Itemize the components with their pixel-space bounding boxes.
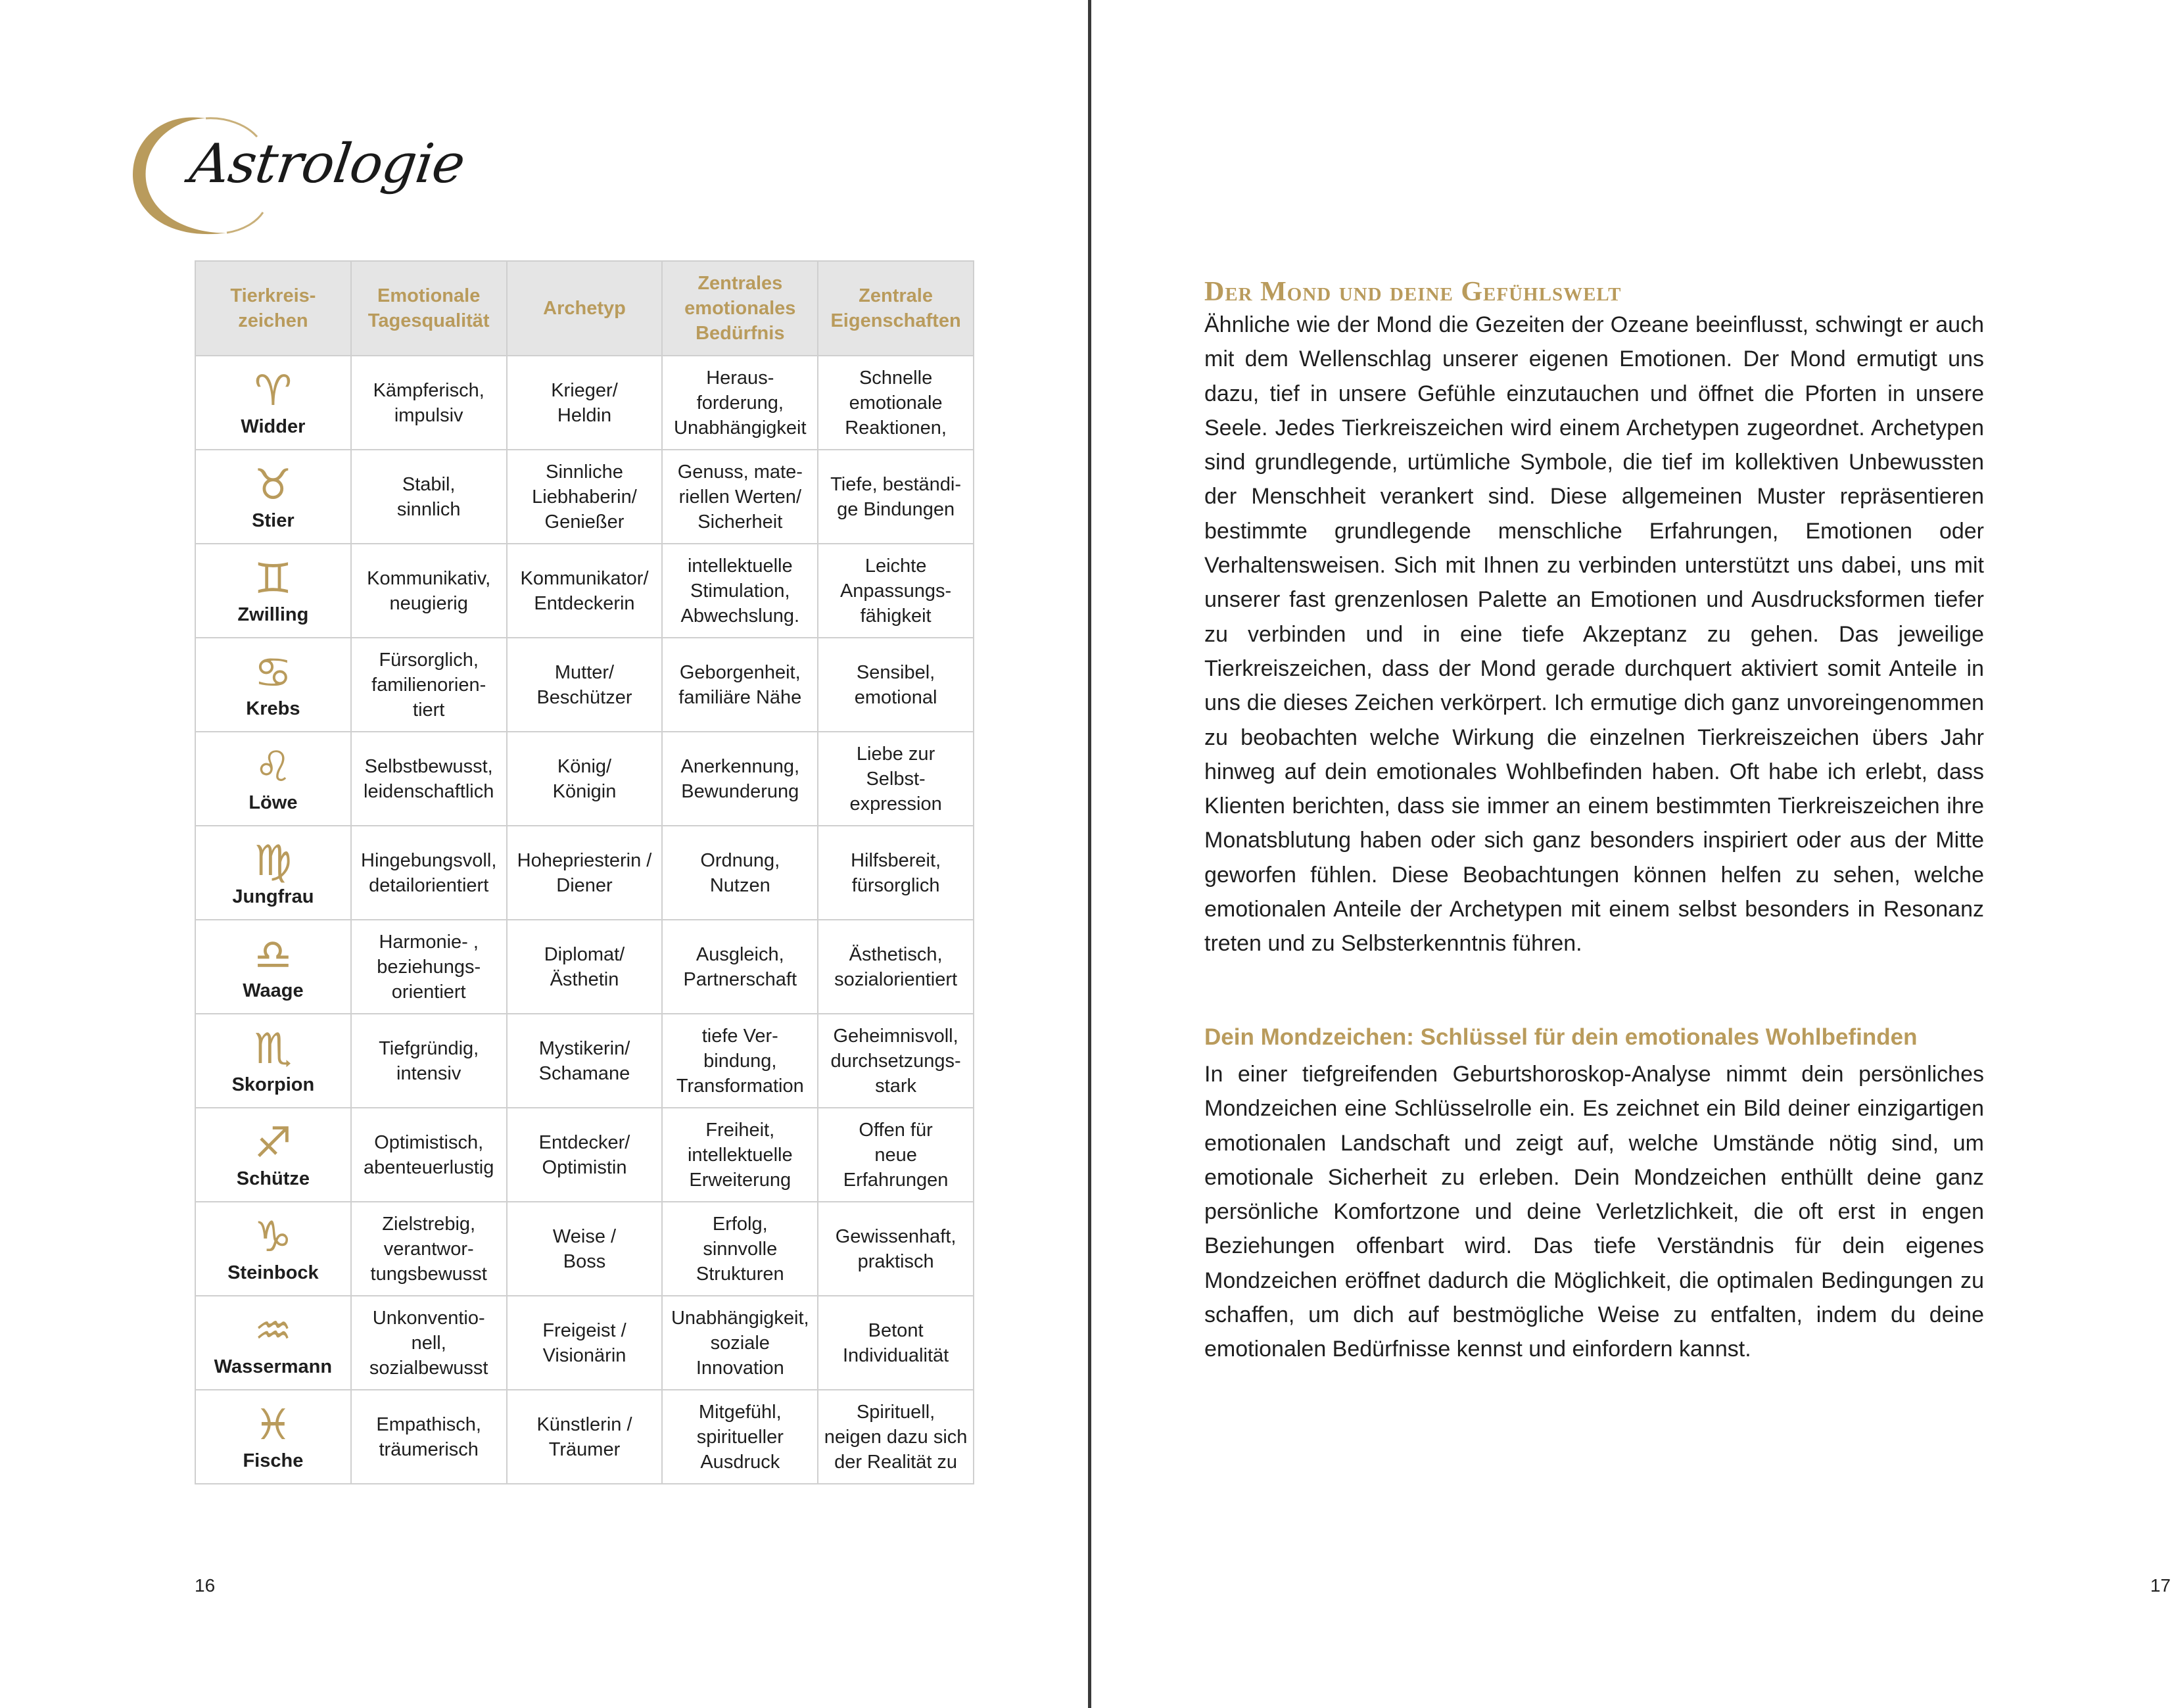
sign-name: Schütze	[236, 1168, 310, 1189]
table-row	[195, 1202, 974, 1296]
sign-name: Wassermann	[214, 1356, 333, 1377]
cell-eigenschaften: Sensibel, emotional	[818, 638, 974, 732]
zodiac-sign-icon: ♒	[254, 1306, 293, 1356]
logo-text: Astrologie	[186, 133, 469, 195]
sign-cell	[195, 356, 351, 450]
subsection-body: In einer tiefgreifenden Geburtshoroskop-Analyse nimmt dein persönliches Mondzeichen eine Schlüsselrolle ein. Es zeichnet ein Bild deiner einzigartigen emotionalen Landschaft und zeigt auf, welche Umstände nötig sind, um emotionale Sicherheit zu erleben. Dein Mondzeichen enthüllt deine ganz persönliche Komfortzone und deine Verletzlichkeit, die oft erst in engen Beziehungen offenbart wird. Das tiefe Verständnis für dein eigenes Mondzeichen eröffnet dadurch die Möglichkeit, die optimalen Bedingungen zu schaffen, um dich auf bestmögliche Weise zu entfalten, indem du deine emotionalen Bedürfnisse kennst und einfordern kannst.	[1204, 1062, 1984, 1362]
page-number-left: 16	[195, 1575, 216, 1596]
sign-cell	[195, 826, 351, 920]
cell-archetyp: Mutter/ Beschützer	[507, 638, 663, 732]
table-row	[195, 450, 974, 544]
cell-eigenschaften: Leichte Anpassungs- fähigkeit	[818, 544, 974, 638]
cell-beduerfnis: Geborgenheit, familiäre Nähe	[662, 638, 818, 732]
sign-cell	[195, 1108, 351, 1202]
cell-archetyp: Sinnliche Liebhaberin/ Genießer	[507, 450, 663, 544]
cell-archetyp: Freigeist / Visionärin	[507, 1296, 663, 1390]
zodiac-sign-icon: ♋	[254, 648, 293, 698]
cell-tagesqualitaet: Fürsorglich, familienorien- tiert	[351, 638, 507, 732]
sign-name: Krebs	[246, 698, 300, 719]
sign-name: Fische	[243, 1450, 304, 1471]
cell-tagesqualitaet: Unkonventio- nell, sozialbewusst	[351, 1296, 507, 1390]
cell-eigenschaften: Ästhetisch, sozialorientiert	[818, 920, 974, 1014]
sign-name: Steinbock	[227, 1262, 319, 1283]
table-row	[195, 1014, 974, 1108]
cell-eigenschaften: Betont Individualität	[818, 1296, 974, 1390]
cell-eigenschaften: Tiefe, beständi- ge Bindungen	[818, 450, 974, 544]
cell-tagesqualitaet: Kommunikativ, neugierig	[351, 544, 507, 638]
cell-archetyp: Entdecker/ Optimistin	[507, 1108, 663, 1202]
cell-archetyp: Diplomat/ Ästhetin	[507, 920, 663, 1014]
cell-tagesqualitaet: Kämpferisch, impulsiv	[351, 356, 507, 450]
zodiac-sign-icon: ♉	[254, 460, 293, 510]
header-eigenschaften: Zentrale Eigenschaften	[818, 261, 974, 356]
cell-tagesqualitaet: Stabil, sinnlich	[351, 450, 507, 544]
cell-tagesqualitaet: Empathisch, träumerisch	[351, 1390, 507, 1484]
cell-beduerfnis: Unabhängigkeit, soziale Innovation	[662, 1296, 818, 1390]
cell-tagesqualitaet: Hingebungsvoll, detailorientiert	[351, 826, 507, 920]
cell-tagesqualitaet: Harmonie- , beziehungs- orientiert	[351, 920, 507, 1014]
cell-tagesqualitaet: Selbstbewusst, leidenschaftlich	[351, 732, 507, 826]
zodiac-sign-icon: ♐	[254, 1118, 293, 1168]
cell-eigenschaften: Offen für neue Erfahrungen	[818, 1108, 974, 1202]
cell-eigenschaften: Schnelle emotionale Reaktionen,	[818, 356, 974, 450]
zodiac-sign-icon: ♏	[254, 1024, 293, 1074]
table-header-row	[195, 261, 974, 356]
cell-eigenschaften: Gewissenhaft, praktisch	[818, 1202, 974, 1296]
astrologie-logo	[128, 110, 469, 242]
table-row	[195, 544, 974, 638]
cell-archetyp: Weise / Boss	[507, 1202, 663, 1296]
subsection-title: Dein Mondzeichen: Schlüssel für dein emotionales Wohlbefinden	[1204, 1024, 1918, 1050]
header-tierkreiszeichen: Tierkreis- zeichen	[195, 261, 351, 356]
table-row	[195, 356, 974, 450]
cell-tagesqualitaet: Zielstrebig, verantwor- tungsbewusst	[351, 1202, 507, 1296]
table-row	[195, 732, 974, 826]
cell-archetyp: Künstlerin / Träumer	[507, 1390, 663, 1484]
cell-beduerfnis: Ordnung, Nutzen	[662, 826, 818, 920]
book-spine	[1088, 0, 1091, 1708]
sign-cell	[195, 1202, 351, 1296]
cell-archetyp: Krieger/ Heldin	[507, 356, 663, 450]
cell-eigenschaften: Hilfsbereit, fürsorglich	[818, 826, 974, 920]
zodiac-sign-icon: ♌	[254, 742, 293, 792]
cell-eigenschaften: Geheimnisvoll, durchsetzungs- stark	[818, 1014, 974, 1108]
sign-cell	[195, 544, 351, 638]
table-row	[195, 826, 974, 920]
sign-cell	[195, 732, 351, 826]
sign-name: Skorpion	[231, 1074, 315, 1095]
zodiac-sign-icon: ♈	[254, 366, 293, 415]
sign-cell	[195, 1014, 351, 1108]
sign-name: Stier	[252, 510, 295, 531]
sign-name: Zwilling	[237, 604, 309, 625]
cell-eigenschaften: Liebe zur Selbst- expression	[818, 732, 974, 826]
cell-beduerfnis: Anerkennung, Bewunderung	[662, 732, 818, 826]
zodiac-sign-icon: ♊	[254, 554, 293, 604]
table-row	[195, 1390, 974, 1484]
cell-beduerfnis: Ausgleich, Partnerschaft	[662, 920, 818, 1014]
section-body: Ähnliche wie der Mond die Gezeiten der Ozeane beeinflusst, schwingt er auch mit dem Wellenschlag unserer eigenen Emotionen. Der Mond ermutigt uns dazu, tief in unsere Gefühle einzutauchen und öffnet die Pforten in unsere Seele. Jedes Tierkreiszeichen wird einem Archetypen zugeordnet. Archetypen sind grundlegende, urtümliche Symbole, die tief im kollektiven Unbewussten der Menschheit verankert sind. Diese allgemeinen Muster repräsentieren bestimmte grundlegende menschliche Erfahrungen, Emotionen oder Verhaltensweisen. Sich mit Ihnen zu verbinden unterstützt uns dabei, uns mit unserer fast grenzenlosen Palette an Emotionen und Ausdrucksformen tiefer zu verbinden und in eine tiefe Akzeptanz zu gehen. Das jeweilige Tierkreiszeichen, dass der Mond gerade durchquert aktiviert somit Anteile in uns die dieses Zeichen verkörpert. Ich ermutige dich ganz unvoreingenommen zu beobachten welche Wirkung die einzelnen Tierkreiszeichen übers Jahr hinweg auf dein emotionales Wohlbefinden haben. Oft habe ich erlebt, dass Klienten berichten, dass sie immer an einem bestimmten Tierkreiszeichen ihre Monatsblutung haben oder sich ganz besonders inspiriert oder aus der Mitte geworfen fühlen. Diese Beobachtungen können helfen zu sehen, welche emotionalen Anteile der Archetypen mit einem selbst besonders in Resonanz treten und zu Selbsterkenntnis führen.	[1204, 312, 1984, 957]
cell-beduerfnis: tiefe Ver- bindung, Transformation	[662, 1014, 818, 1108]
sign-cell	[195, 1390, 351, 1484]
sign-cell	[195, 638, 351, 732]
header-archetyp: Archetyp	[507, 261, 663, 356]
section-title: Der Mond und deine Gefühlswelt	[1204, 277, 1622, 307]
cell-archetyp: Hohepriesterin / Diener	[507, 826, 663, 920]
cell-tagesqualitaet: Optimistisch, abenteuerlustig	[351, 1108, 507, 1202]
header-tagesqualitaet: Emotionale Tagesqualität	[351, 261, 507, 356]
table-row	[195, 1296, 974, 1390]
sign-cell	[195, 1296, 351, 1390]
sign-cell	[195, 450, 351, 544]
table-row	[195, 638, 974, 732]
zodiac-sign-icon: ♓	[254, 1400, 293, 1450]
zodiac-sign-icon: ♍	[254, 836, 293, 886]
right-page	[1092, 0, 2174, 1708]
cell-beduerfnis: Freiheit, intellektuelle Erweiterung	[662, 1108, 818, 1202]
page-number-right: 17	[2150, 1575, 2171, 1596]
sign-name: Waage	[243, 980, 304, 1001]
cell-eigenschaften: Spirituell, neigen dazu sich der Realität zu	[818, 1390, 974, 1484]
zodiac-sign-icon: ♑	[254, 1212, 293, 1262]
table-row	[195, 1108, 974, 1202]
cell-beduerfnis: intellektuelle Stimulation, Abwechslung.	[662, 544, 818, 638]
cell-tagesqualitaet: Tiefgründig, intensiv	[351, 1014, 507, 1108]
zodiac-table	[195, 260, 974, 1484]
cell-archetyp: Kommunikator/ Entdeckerin	[507, 544, 663, 638]
zodiac-sign-icon: ♎	[254, 930, 293, 980]
cell-beduerfnis: Genuss, mate- riellen Werten/ Sicherheit	[662, 450, 818, 544]
sign-name: Löwe	[248, 792, 298, 813]
cell-beduerfnis: Heraus- forderung, Unabhängigkeit	[662, 356, 818, 450]
table-row	[195, 920, 974, 1014]
sign-cell	[195, 920, 351, 1014]
sign-name: Widder	[241, 415, 306, 437]
header-beduerfnis: Zentrales emotionales Bedürfnis	[662, 261, 818, 356]
sign-name: Jungfrau	[232, 886, 314, 907]
cell-beduerfnis: Mitgefühl, spiritueller Ausdruck	[662, 1390, 818, 1484]
cell-archetyp: König/ Königin	[507, 732, 663, 826]
cell-beduerfnis: Erfolg, sinnvolle Strukturen	[662, 1202, 818, 1296]
cell-archetyp: Mystikerin/ Schamane	[507, 1014, 663, 1108]
